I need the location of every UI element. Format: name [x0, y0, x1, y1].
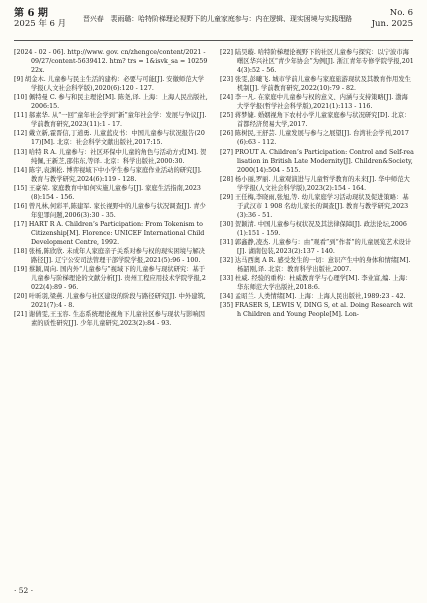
- reference-entry: [31] 郭鑫静,凌杰. 儿童参与：由“观看”到“作者”的儿童展览艺术设计[J]. 湖南包装,2023(2):137 - 140.: [220, 238, 412, 256]
- reference-entry: [11] 郝素华. 从“一回”童年社会学到“新”童年社会学：发展与争议[J]. 学前教育研究,2023(11):1 - 17.: [14, 112, 207, 129]
- reference-entry: [22] 陆昊璇. 哈特阶梯理论视野下的社区儿童参与探究：以宁波市海曙区华兴社区“青少年协会”为例[J]. 浙江青年专修学院学报,2014(3):52 - 56.: [220, 49, 414, 75]
- reference-entry: [26] 陈树民,王舒芸. 儿童发展与参与之展望[J]. 台湾社会学刊,2017(6):63 - 112.: [220, 130, 409, 147]
- reference-entry: [33] 杜威. 经验的重构：杜威教育学与心理学[M]. 李业富,编. 上海：华东师范大学出版社,2018:6.: [220, 275, 412, 292]
- header-left: [14, 8, 66, 30]
- article-title: 晋兴春 裴雨璐：哈特阶梯理论视野下的儿童家庭参与：内在逻辑、现实困境与实践理路: [82, 15, 353, 23]
- reference-entry: [13] 哈特 R A. 儿童参与：社区环保中儿童的角色与活动方式[M]. 贺纯佩,王新芝,邵伟东,等译. 北京：科学出版社,2000:30.: [14, 148, 207, 165]
- running-header: [14, 8, 413, 36]
- references-left-column: [14, 48, 208, 328]
- reference-entry: [21] 谢倩雯,王玉容. 生态系统理论视角下儿童社区参与现状与影响因素的质性研究[J]. 少年儿童研究,2023(2):84 - 93.: [14, 311, 205, 328]
- page-number: · 52 ·: [14, 586, 34, 595]
- reference-entry: [32] 达马西奥 A R. 感受发生的一切：意识产生中的身体和情绪[M]. 杨韶刚,译. 北京：教育科学出版社,2007.: [220, 257, 411, 274]
- reference-entry: [24] 李一凡. 在家庭中儿童参与权的意义、内涵与支持策略[J]. 渤海大学学报(哲学社会科学版),2021(1):113 - 116.: [220, 94, 408, 111]
- reference-entry: [10] 佩特曼 C. 参与和民主理论[M]. 陈尧,译. 上海：上海人民出版社,2006:15.: [14, 94, 208, 111]
- reference-entry: [15] 王豪荣. 家庭教育中如何实施儿童参与[J]. 家庭生活指南,2023(8):154 - 156.: [14, 184, 201, 201]
- reference-entry: [28] 杨小丽,罗丽. 儿童观演进与儿童哲学教育的未来[J]. 华中师范大学学报(人文社会科学版),2023(2):154 - 164.: [220, 175, 410, 192]
- issue-date-en: Jun. 2025: [371, 19, 413, 29]
- reference-entry: [17] HART R A. Children’s Participation: From Tokenism to Citizenship[M]. Florence: UNICEF International Child Development Centre, 1992.: [14, 220, 205, 246]
- reference-entry: [9] 胡金木. 儿童参与民主生活的建构：必要与可能[J]. 安徽师范大学学报(人文社会科学版),2020(6):120 - 127.: [14, 76, 205, 93]
- reference-entry: [34] 孟昭兰. 人类情绪[M]. 上海：上海人民出版社,1989:23 - 42.: [220, 293, 406, 301]
- issue-number: 第 6 期: [14, 8, 48, 19]
- reference-entry: [2024 - 02 - 06]. http://www. gov. cn/zhengce/content/2021 - 09/27/content-5639412. htm? trs = 1&isvk_sa = 1025922x.: [14, 49, 208, 75]
- reference-entry: [23] 张雯,彭曦飞. 城市学前儿童参与家庭旅游现状及其教育作用发生机制[J]. 学前教育研究,2022(10):79 - 82.: [220, 76, 411, 93]
- reference-entry: [29] 王任梅,李晓雨,张旭,等. 幼儿家庭学习活动现状及促进策略：基于武汉市 1 908 名幼儿家长的调查[J]. 教育与教学研究,2023(3):36 - 51.: [220, 193, 409, 219]
- reference-entry: [16] 曾凡林,何彩平,陈建军. 家长视野中的儿童参与状况调查[J]. 青少年犯罪问题,2006(3):30 - 35.: [14, 202, 206, 219]
- reference-entry: [14] 陈宇,袁渊松. 博弈视域下中小学生参与家庭作业活动的研究[J]. 教育与教学研究,2024(6):119 - 128.: [14, 166, 202, 183]
- header-divider: [14, 40, 413, 41]
- issue-date: 2025 年 6 月: [14, 19, 67, 29]
- issue-number-en: No. 6: [389, 8, 413, 18]
- reference-entry: [30] 贺颖清. 中国儿童参与权状况及其法律保障[J]. 政法论坛,2006(1):151 - 159.: [220, 220, 407, 237]
- reference-entry: [25] 蒋梦婕. 婚姻视角下农村小学儿童家庭参与状况研究[D]. 北京：首都经济贸易大学,2017.: [220, 112, 411, 129]
- reference-entry: [12] 戴立新,霍晋信,丁道勇. 儿童蓝皮书：中国儿童参与状况报告(2017)[M]. 北京：社会科学文献出版社,2017:15.: [14, 130, 205, 147]
- reference-entry: [19] 蔡颖,周向. 国内外“儿童参与”视域下的儿童参与现状研究：基于儿童参与阶梯理论的文献分析[J]. 贵州工程应用技术学院学报,2022(4):89 - 96.: [14, 266, 206, 292]
- reference-entry: [27] PROUT A. Children’s Participation: Control and Self-realisation in British Late Modernity[J]. Children&Society, 2000(14):504 - 515.: [220, 148, 414, 174]
- header-right: [372, 8, 413, 30]
- reference-entry: [20] 叶昕羽,梁燕. 儿童参与社区建设的阶段与路径研究[J]. 中外建筑,2021(7):4 - 8.: [14, 293, 206, 310]
- reference-entry: [18] 张杨,陈欣欣. 未成年人家庭亲子关系对参与权的现实困境与解决路径[J]. 辽宁公安司法管理干部学院学报,2021(5):96 - 100.: [14, 248, 205, 265]
- references-right-column: [220, 48, 414, 319]
- reference-entry: [35] FRASER S, LEWIS V, DING S, et al. Doing Research with Children and Young People[M]. Lon-: [220, 302, 413, 319]
